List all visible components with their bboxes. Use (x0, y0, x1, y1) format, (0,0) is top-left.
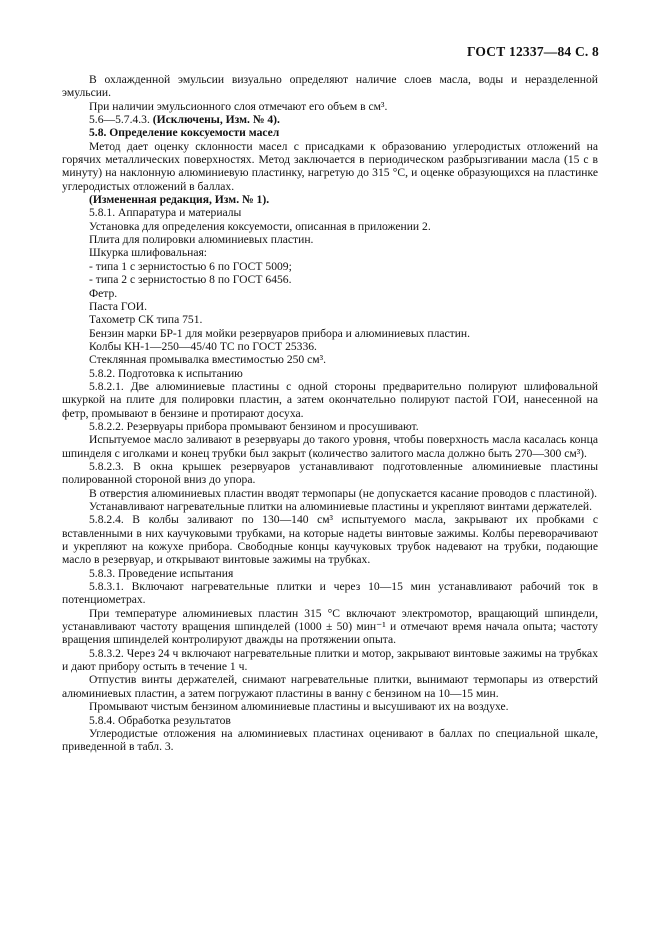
list-item: Колбы КН-1—250—45/40 ТС по ГОСТ 25336. (89, 339, 317, 353)
list-item: Шкурка шлифовальная: (89, 246, 208, 260)
paragraph: 5.8.2.1. Две алюминиевые пластины с одной стороны предварительно полируют шлифовальной шкуркой на плите для полировки пластин, а затем окончательно полируют пастой ГОИ, нанесенной на фетр, промывают в бензине и протирают досуха. (62, 379, 598, 420)
paragraph: 5.8.2.2. Резервуары прибора промывают бензином и просушивают. (89, 419, 419, 433)
paragraph: Углеродистые отложения на алюминиевых пластинах оценивают в баллах по специальной шкале, приведенной в табл. 3. (62, 726, 598, 754)
list-item: - типа 1 с зернистостью 6 по ГОСТ 5009; (89, 259, 292, 273)
paragraph: Устанавливают нагревательные плитки на алюминиевые пластины и укрепляют винтами держателей. (89, 500, 592, 513)
list-item: Тахометр СК типа 751. (89, 313, 203, 327)
paragraph: При температуре алюминиевых пластин 315 °С включают электромотор, вращающий шпиндели, устанавливают частоту вращения шпинделей (1000 ± 50) мин⁻¹ и отмечают время начала опыта; частоту вращения шпинделей контролируют дважды на протяжении опыта. (62, 606, 598, 647)
paragraph: В охлажденной эмульсии визуально определяют наличие слоев масла, воды и неразделенной эмульсии. (62, 73, 598, 100)
paragraph: 5.8.3.2. Через 24 ч включают нагревательные плитки и мотор, закрывают винтовые зажимы на трубках и дают прибору остыть в течение 1 ч. (62, 646, 598, 674)
list-item: Паста ГОИ. (89, 299, 147, 313)
list-item: - типа 2 с зернистостью 8 по ГОСТ 6456. (89, 273, 292, 287)
list-item: Бензин марки БР-1 для мойки резервуаров прибора и алюминиевых пластин. (89, 326, 471, 340)
paragraph: При наличии эмульсионного слоя отмечают его объем в см³. (89, 99, 388, 113)
paragraph: Отпустив винты держателей, снимают нагревательные плитки, вынимают термопары из отверстий алюминиевых пластин, а затем погружают пластины в ванну с бензином на 10—15 мин. (62, 673, 598, 700)
page-header: ГОСТ 12337—84 С. 8 (466, 44, 599, 59)
subsection-heading: 5.8.2. Подготовка к испытанию (89, 366, 243, 380)
amendment-note: (Измененная редакция, Изм. № 1). (89, 193, 270, 207)
list-item: Установка для определения коксуемости, описанная в приложении 2. (89, 219, 431, 233)
paragraph: Промывают чистым бензином алюминиевые пластины и высушивают их на воздухе. (89, 700, 509, 714)
amendment-note: (Исключены, Изм. № 4). (152, 113, 280, 127)
subsection-heading: 5.8.4. Обработка результатов (89, 713, 231, 727)
paragraph: 5.8.2.4. В колбы заливают по 130—140 см³ испытуемого масла, закрывают их пробками с вставленными в них каучуковыми трубками, на которые надеты винтовые зажимы. Колбы переворачивают и укрепляют на кожухе прибора. Свободные концы каучуковых трубок надевают на трубки, подающие масло в резервуар, и открывают винтовые зажимы на трубках. (62, 513, 598, 567)
document-body (62, 73, 598, 754)
list-item: Фетр. (89, 286, 118, 300)
list-item: Стеклянная промывалка вместимостью 250 см³. (89, 353, 326, 367)
paragraph: Испытуемое масло заливают в резервуары до такого уровня, чтобы поверхность масла касалась конца шпинделя с иголками и конец трубки был закрыт (количество залитого масла должно быть 270—300 см³). (62, 433, 598, 460)
paragraph: В отверстия алюминиевых пластин вводят термопары (не допускается касание проводов с пластиной). (89, 486, 597, 500)
list-item: Плита для полировки алюминиевых пластин. (89, 233, 314, 247)
paragraph: Метод дает оценку склонности масел с присадками к образованию углеродистых отложений на горячих металлических поверхностях. Метод заключается в периодическом разбрызгивании масла (15 с в минуту) на наклонную алюминиевую пластинку, нагретую до 315 °С, и оценке образующихся на пластинке углеродистых отложений в баллах. (62, 139, 598, 193)
subsection-heading: 5.8.3. Проведение испытания (89, 566, 234, 580)
amendment-line (62, 113, 598, 126)
subsection-heading: 5.8.1. Аппаратура и материалы (89, 206, 242, 220)
paragraph: 5.8.3.1. Включают нагревательные плитки и через 10—15 мин устанавливают рабочий ток в потенциометрах. (62, 580, 598, 607)
paragraph: 5.8.2.3. В окна крышек резервуаров устанавливают подготовленные алюминиевые пластины полированной стороной вниз до упора. (62, 459, 598, 487)
clause-number: 5.6—5.7.4.3. (89, 113, 150, 127)
section-heading: 5.8. Определение коксуемости масел (89, 126, 280, 140)
